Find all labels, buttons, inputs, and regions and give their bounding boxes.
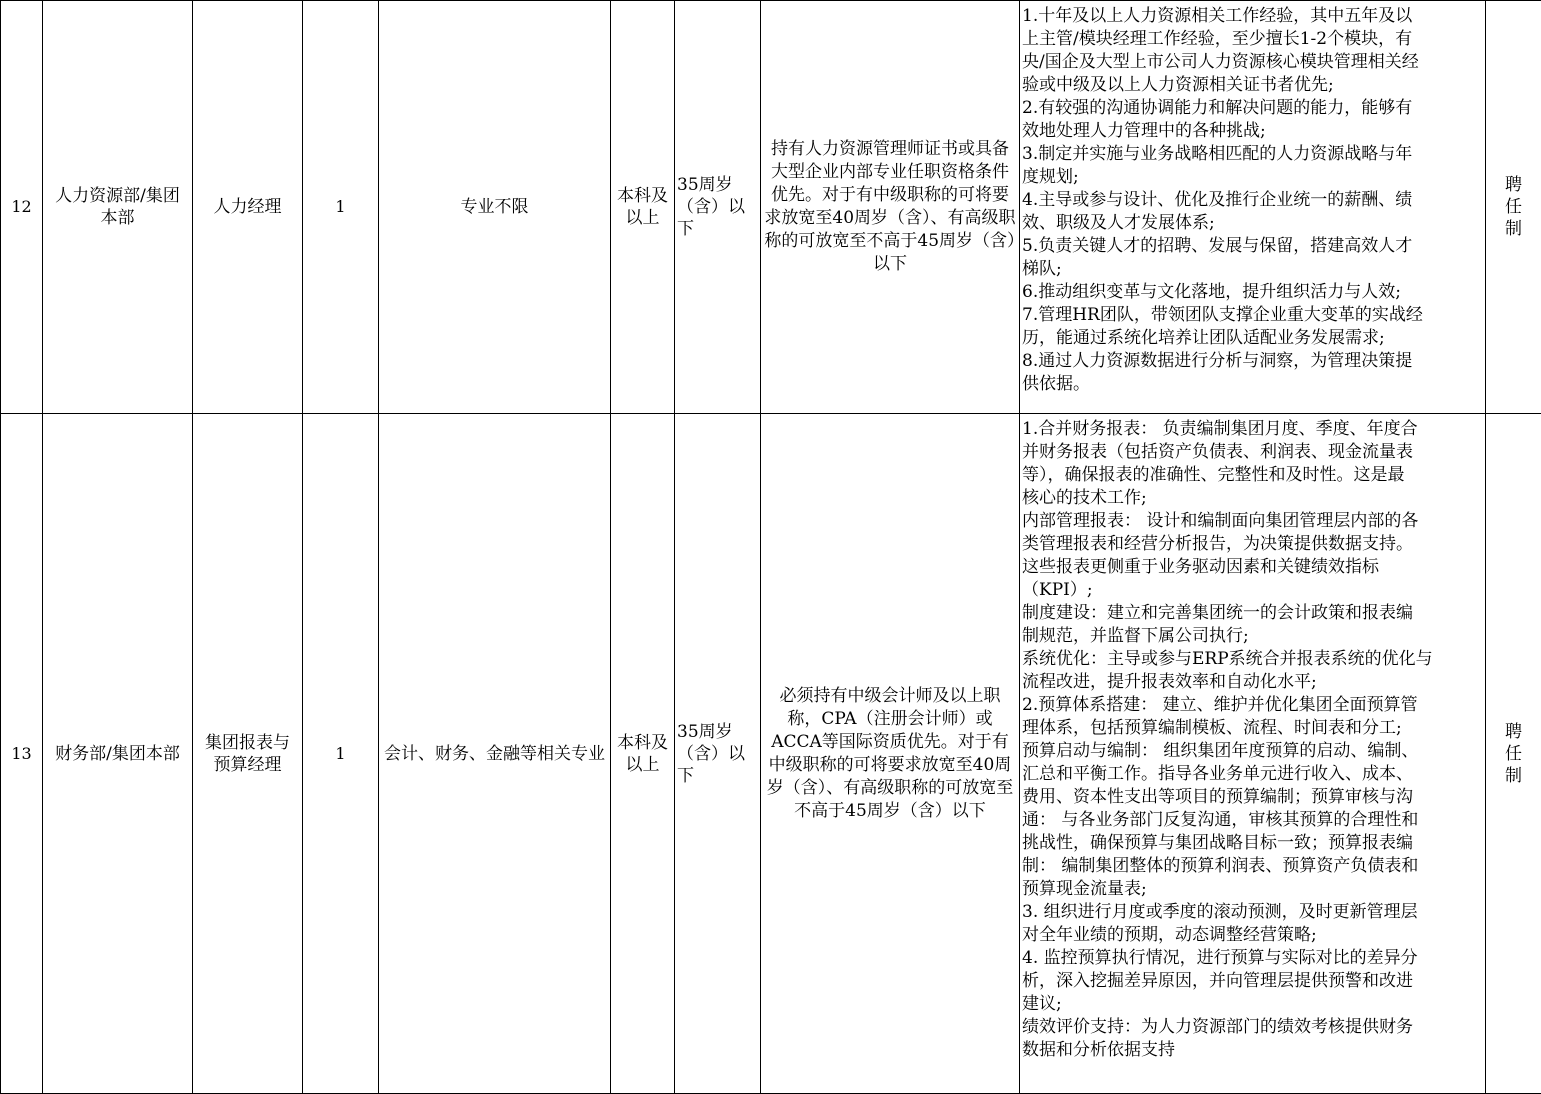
duty-line: 梯队; [1022, 258, 1483, 281]
duty-line: 供依据。 [1022, 373, 1483, 396]
job-duties-cell [1020, 414, 1486, 1094]
duty-line: 度规划; [1022, 166, 1483, 189]
duty-line: 预算现金流量表; [1022, 878, 1483, 901]
other-requirements-cell: 持有人力资源管理师证书或具备大型企业内部专业任职资格条件优先。对于有中级职称的可将要求放宽至40周岁（含）、有高级职称的可放宽至不高于45周岁（含）以下 [761, 1, 1020, 414]
duty-line: 6.推动组织变革与文化落地，提升组织活力与人效; [1022, 281, 1483, 304]
employment-type-cell: 聘任制 [1486, 1, 1541, 414]
duty-line: 绩效评价支持：为人力资源部门的绩效考核提供财务 [1022, 1016, 1483, 1039]
duty-line: 挑战性，确保预算与集团战略目标一致；预算报表编 [1022, 832, 1483, 855]
duty-line: 这些报表更侧重于业务驱动因素和关键绩效指标 [1022, 556, 1483, 579]
education-cell: 本科及以上 [611, 1, 675, 414]
headcount-cell: 1 [303, 1, 379, 414]
age-cell: 35周岁（含）以下 [675, 414, 761, 1094]
row-number: 13 [1, 414, 43, 1094]
department-cell: 人力资源部/集团本部 [43, 1, 193, 414]
headcount-cell: 1 [303, 414, 379, 1094]
major-cell: 专业不限 [379, 1, 611, 414]
duty-line: 费用、资本性支出等项目的预算编制；预算审核与沟 [1022, 786, 1483, 809]
duty-line: 数据和分析依据支持 [1022, 1039, 1483, 1062]
duty-line: 1.合并财务报表： 负责编制集团月度、季度、年度合 [1022, 418, 1483, 441]
duty-line: 析，深入挖掘差异原因，并向管理层提供预警和改进 [1022, 970, 1483, 993]
job-duties-cell [1020, 1, 1486, 414]
duty-line: 预算启动与编制： 组织集团年度预算的启动、编制、 [1022, 740, 1483, 763]
position-cell: 集团报表与预算经理 [193, 414, 303, 1094]
duty-line: 建议; [1022, 993, 1483, 1016]
employment-type-cell: 聘任制 [1486, 414, 1541, 1094]
duty-line: 上主管/模块经理工作经验，至少擅长1-2个模块，有 [1022, 28, 1483, 51]
duty-line: 效、职级及人才发展体系; [1022, 212, 1483, 235]
duties-list [1022, 5, 1483, 396]
duty-line: 内部管理报表： 设计和编制面向集团管理层内部的各 [1022, 510, 1483, 533]
duty-line: 制规范，并监督下属公司执行; [1022, 625, 1483, 648]
duty-line: （KPI）; [1022, 579, 1483, 602]
department-cell: 财务部/集团本部 [43, 414, 193, 1094]
duty-line: 制度建设：建立和完善集团统一的会计政策和报表编 [1022, 602, 1483, 625]
major-cell: 会计、财务、金融等相关专业 [379, 414, 611, 1094]
duty-line: 汇总和平衡工作。指导各业务单元进行收入、成本、 [1022, 763, 1483, 786]
position-cell: 人力经理 [193, 1, 303, 414]
table-row [1, 1, 1541, 414]
duty-line: 8.通过人力资源数据进行分析与洞察，为管理决策提 [1022, 350, 1483, 373]
duty-line: 3.制定并实施与业务战略相匹配的人力资源战略与年 [1022, 143, 1483, 166]
table-row [1, 414, 1541, 1094]
duty-line: 制： 编制集团整体的预算利润表、预算资产负债表和 [1022, 855, 1483, 878]
duty-line: 3. 组织进行月度或季度的滚动预测，及时更新管理层 [1022, 901, 1483, 924]
duty-line: 4. 监控预算执行情况，进行预算与实际对比的差异分 [1022, 947, 1483, 970]
duty-line: 历，能通过系统化培养让团队适配业务发展需求; [1022, 327, 1483, 350]
duty-line: 通： 与各业务部门反复沟通，审核其预算的合理性和 [1022, 809, 1483, 832]
duty-line: 7.管理HR团队，带领团队支撑企业重大变革的实战经 [1022, 304, 1483, 327]
duty-line: 4.主导或参与设计、优化及推行企业统一的薪酬、绩 [1022, 189, 1483, 212]
duty-line: 理体系，包括预算编制模板、流程、时间表和分工; [1022, 717, 1483, 740]
duty-line: 5.负责关键人才的招聘、发展与保留，搭建高效人才 [1022, 235, 1483, 258]
duty-line: 核心的技术工作; [1022, 487, 1483, 510]
duty-line: 效地处理人力管理中的各种挑战; [1022, 120, 1483, 143]
duty-line: 验或中级及以上人力资源相关证书者优先; [1022, 74, 1483, 97]
duty-line: 等），确保报表的准确性、完整性和及时性。这是最 [1022, 464, 1483, 487]
duty-line: 流程改进，提升报表效率和自动化水平; [1022, 671, 1483, 694]
duty-line: 2.有较强的沟通协调能力和解决问题的能力，能够有 [1022, 97, 1483, 120]
duty-line: 系统优化：主导或参与ERP系统合并报表系统的优化与 [1022, 648, 1483, 671]
duty-line: 类管理报表和经营分析报告，为决策提供数据支持。 [1022, 533, 1483, 556]
duty-line: 1.十年及以上人力资源相关工作经验，其中五年及以 [1022, 5, 1483, 28]
duty-line: 并财务报表（包括资产负债表、利润表、现金流量表 [1022, 441, 1483, 464]
duty-line: 央/国企及大型上市公司人力资源核心模块管理相关经 [1022, 51, 1483, 74]
age-cell: 35周岁（含）以下 [675, 1, 761, 414]
row-number: 12 [1, 1, 43, 414]
education-cell: 本科及以上 [611, 414, 675, 1094]
duty-line: 2.预算体系搭建： 建立、维护并优化集团全面预算管 [1022, 694, 1483, 717]
duty-line: 对全年业绩的预期，动态调整经营策略; [1022, 924, 1483, 947]
duties-list [1022, 418, 1483, 1062]
other-requirements-cell: 必须持有中级会计师及以上职称，CPA（注册会计师）或ACCA等国际资质优先。对于有中级职称的可将要求放宽至40周岁（含）、有高级职称的可放宽至不高于45周岁（含）以下 [761, 414, 1020, 1094]
